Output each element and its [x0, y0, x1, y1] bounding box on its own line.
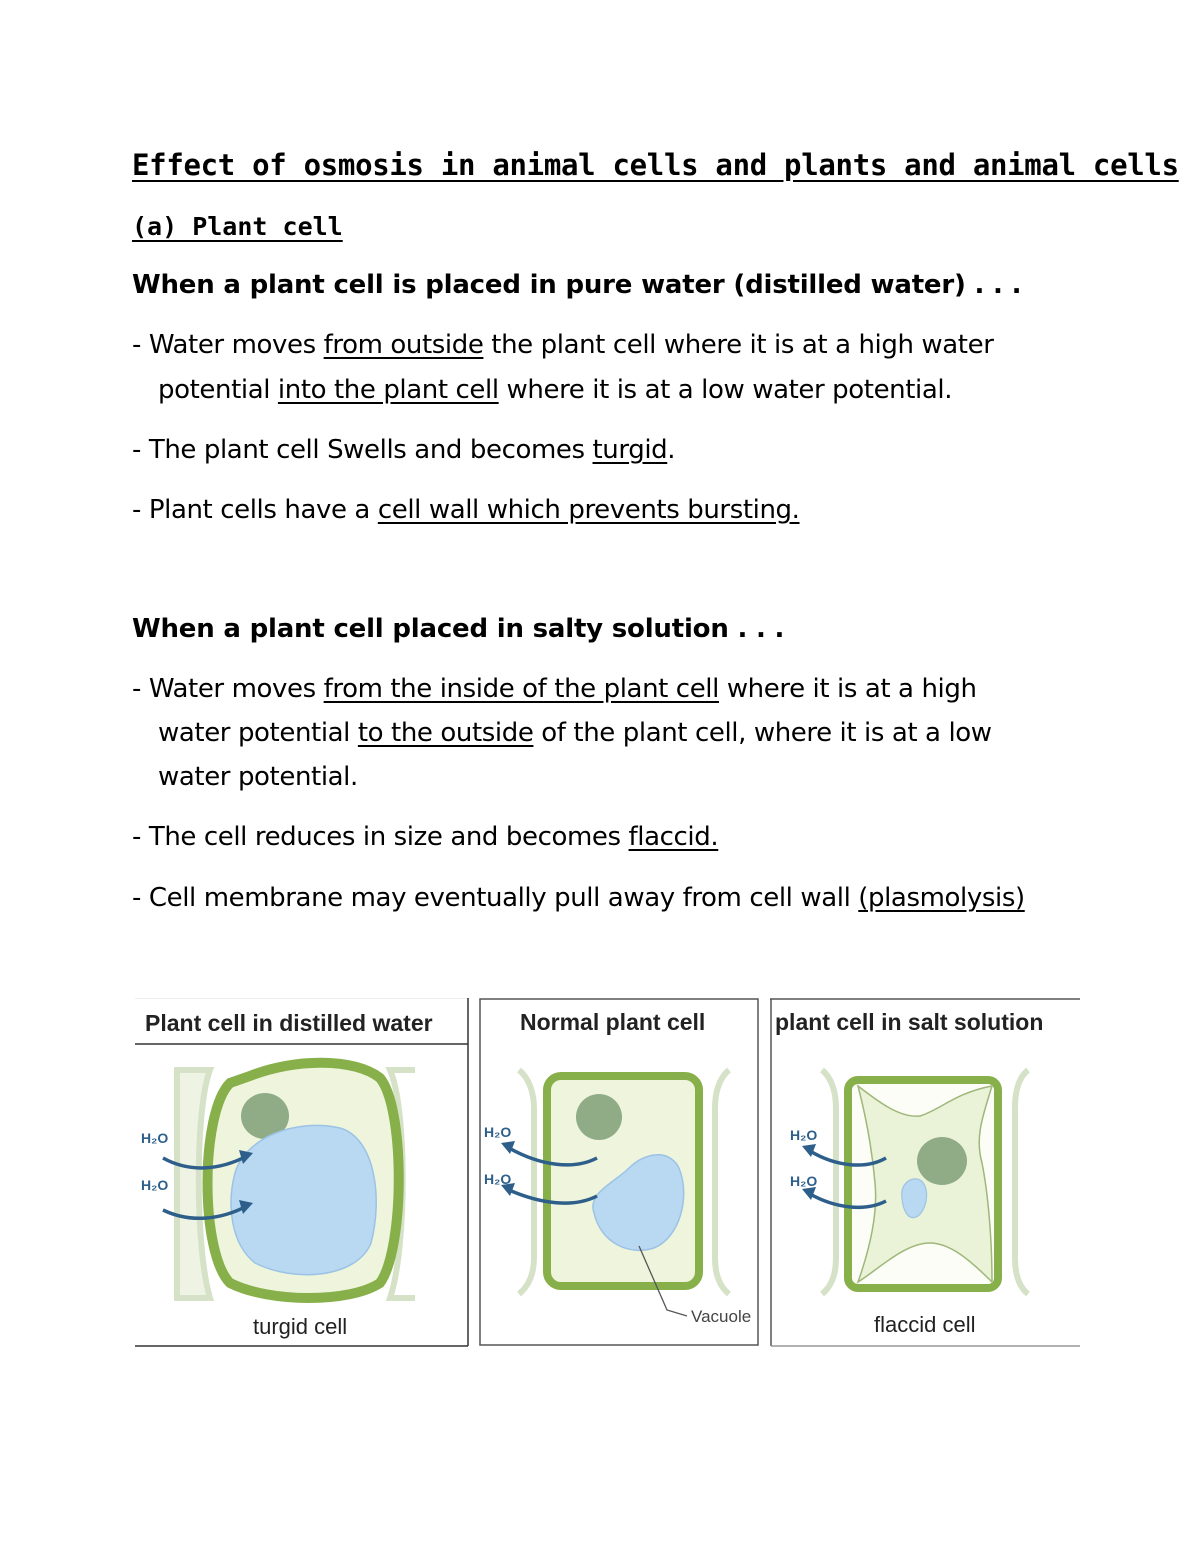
section1-bullet2: - The plant cell Swells and becomes turgid.	[132, 435, 676, 465]
neighbor-cell-wall	[1015, 1070, 1028, 1294]
h2o-label: H₂O	[141, 1130, 169, 1146]
panel-title-normal: Normal plant cell	[520, 1009, 706, 1035]
section2-bullet1-line3: water potential.	[158, 762, 358, 792]
section1-bullet3: - Plant cells have a cell wall which prevents bursting.	[132, 495, 800, 525]
section1-bullet1-line1: - Water moves from outside the plant cell where it is at a high water	[132, 330, 994, 360]
section1-heading: When a plant cell is placed in pure water (distilled water) . . .	[132, 270, 1022, 300]
section2-heading: When a plant cell placed in salty solution . . .	[132, 614, 785, 644]
panel-caption-flaccid: flaccid cell	[874, 1312, 976, 1337]
panel-caption-turgid: turgid cell	[253, 1314, 348, 1339]
section2-bullet2: - The cell reduces in size and becomes flaccid.	[132, 822, 719, 852]
h2o-label: H₂O	[484, 1171, 512, 1187]
section1-bullet1-line2: potential into the plant cell where it is at a low water potential.	[158, 375, 953, 405]
neighbor-cell-wall	[715, 1070, 729, 1294]
nucleus	[917, 1137, 967, 1185]
figure-panel-normal	[479, 998, 760, 1348]
neighbor-cell-wall	[519, 1070, 534, 1294]
page-title: Effect of osmosis in animal cells and plants and animal cells	[132, 148, 1179, 182]
panel-title-flaccid: plant cell in salt solution	[775, 1009, 1044, 1035]
nucleus	[576, 1094, 622, 1140]
section2-bullet3: - Cell membrane may eventually pull away from cell wall (plasmolysis)	[132, 883, 1025, 913]
h2o-label: H₂O	[484, 1124, 512, 1140]
vacuole	[231, 1125, 376, 1274]
section2-bullet1-line1: - Water moves from the inside of the plant cell where it is at a high	[132, 674, 977, 704]
figure-panel-flaccid	[770, 998, 1082, 1348]
h2o-label: H₂O	[790, 1127, 818, 1143]
h2o-label: H₂O	[790, 1173, 818, 1189]
section2-bullet1-line2: water potential to the outside of the plant cell, where it is at a low	[158, 718, 992, 748]
neighbor-cell-wall	[822, 1070, 836, 1294]
section-subheading: (a) Plant cell	[132, 212, 343, 241]
figure-panel-turgid	[135, 998, 470, 1348]
vacuole-label: Vacuole	[691, 1307, 752, 1326]
panel-title-turgid: Plant cell in distilled water	[145, 1010, 433, 1036]
h2o-label: H₂O	[141, 1177, 169, 1193]
